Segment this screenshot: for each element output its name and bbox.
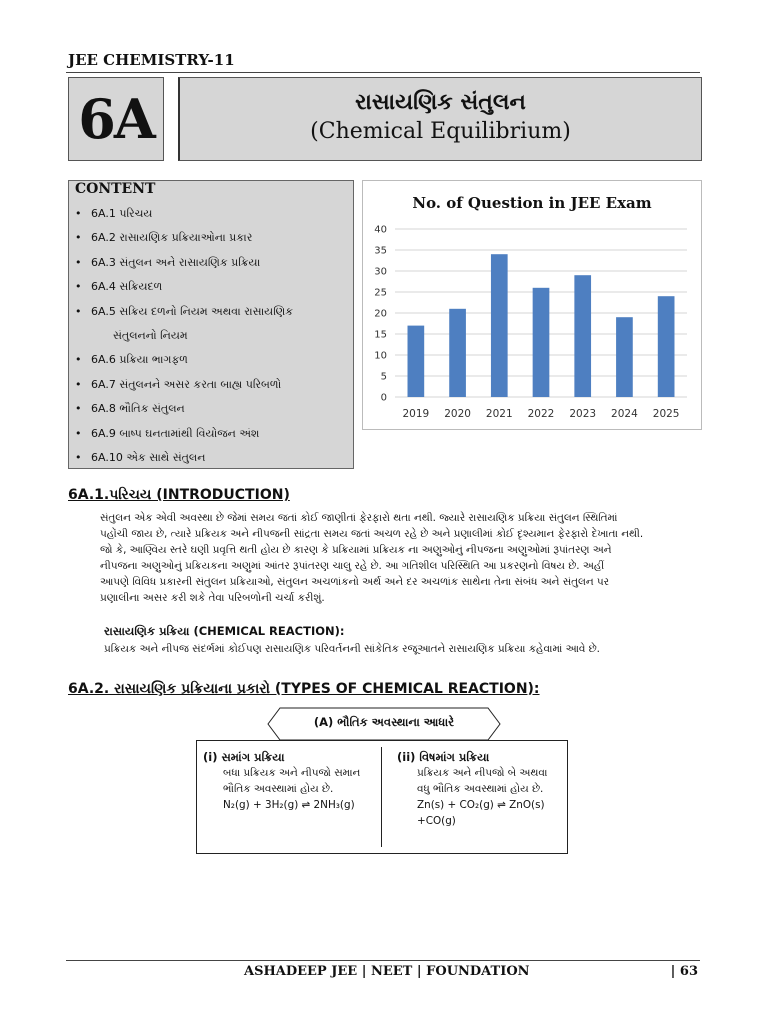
diagram-box (196, 740, 568, 854)
footer-divider (66, 960, 700, 961)
homogeneous-heading: (i) સમાંગ પ્રક્રિયા (203, 750, 285, 764)
content-item: • 6A.5 સક્રિય દળનો નિયમ અથવા રાસાયણિક (75, 304, 294, 318)
paragraph-line: આપણે વિવિધ પ્રકારની સંતુલન પ્રક્રિયાઓ, સંતુલન અચળાંકનો અર્થ અને દર અચળાંક સાથેના તેના સંબંધ અને સંતુલન પર (100, 576, 610, 589)
diagram-divider (381, 747, 382, 847)
chart-y-tick-label: 20 (374, 308, 387, 320)
content-item: • 6A.1 પરિચય (75, 207, 153, 220)
chart-x-tick-label: 2021 (485, 408, 513, 420)
chapter-number: 6A (68, 77, 164, 161)
chemical-reaction-subheading: રાસાયણિક પ્રક્રિયા (CHEMICAL REACTION): (104, 624, 345, 638)
homogeneous-text: બધા પ્રક્રિયક અને નીપજો સમાન (223, 767, 361, 779)
content-item: • 6A.4 સક્રિયદળ (75, 280, 163, 294)
content-box (68, 180, 354, 469)
content-list (75, 202, 293, 470)
paragraph-line: પહોંચી જાય છે, ત્યારે પ્રક્રિયક અને નીપજની સાંદ્રતા સમય જતાં અચળ રહે છે અને પ્રણાલીમાં કોઈ દૃશ્યમાન ફેરફારો દેખાતા નથી. (100, 528, 644, 541)
heterogeneous-equation: Zn(s) + CO₂(g) ⇌ ZnO(s) (417, 799, 545, 811)
heterogeneous-text: પ્રક્રિયક અને નીપજો બે અથવા (417, 767, 548, 779)
chart-bar (574, 275, 591, 397)
chart-svg (363, 181, 701, 429)
chart-y-tick-label: 10 (374, 350, 387, 362)
content-item: • 6A.8 ભૌતિક સંતુલન (75, 402, 185, 416)
chart-title: No. of Question in JEE Exam (412, 194, 652, 212)
content-item: • 6A.2 રાસાયણિક પ્રક્રિયાઓના પ્રકાર (75, 231, 253, 245)
bar-chart (362, 180, 702, 430)
content-item: • 6A.9 બાષ્પ ઘનતામાંથી વિયોજન અંશ (75, 426, 260, 440)
heterogeneous-text: વધુ ભૌતિક અવસ્થામાં હોય છે. (417, 783, 544, 795)
chapter-title-english: (Chemical Equilibrium) (310, 119, 571, 144)
chart-x-tick-label: 2025 (652, 408, 680, 420)
heterogeneous-column (397, 749, 565, 829)
chapter-title-gujarati: રાસાયણિક સંતુલન (355, 90, 526, 115)
content-item: • 6A.3 સંતુલન અને રાસાયણિક પ્રક્રિયા (75, 255, 261, 269)
chart-x-tick-label: 2020 (444, 408, 471, 420)
book-title: JEE CHEMISTRY-11 (68, 51, 235, 69)
chart-bar (616, 317, 633, 397)
diagram-top-label: (A) ભૌતિક અવસ્થાના આધારે (313, 715, 455, 729)
content-item-continuation: સંતુલનનો નિયમ (113, 329, 188, 343)
content-item: • 6A.7 સંતુલનને અસર કરતા બાહ્ય પરિબળો (75, 377, 282, 391)
chart-y-tick-label: 25 (374, 287, 387, 299)
chart-bar (408, 326, 425, 397)
heterogeneous-equation: +CO(g) (417, 815, 456, 827)
content-item: • 6A.10 એક સાથે સંતુલન (75, 451, 206, 465)
homogeneous-column (203, 749, 379, 813)
page-number: | 63 (670, 964, 698, 979)
chart-y-tick-label: 15 (374, 329, 387, 341)
chapter-title-box (178, 77, 702, 161)
chart-x-tick-label: 2019 (402, 408, 430, 420)
chart-bar (491, 254, 508, 397)
reaction-type-diagram (196, 706, 570, 856)
header-divider (66, 72, 700, 73)
homogeneous-text: ભૌતિક અવસ્થામાં હોય છે. (223, 783, 334, 795)
paragraph-line: જો કે, આણ્વિય સ્તરે ઘણી પ્રવૃત્તિ થતી હોય છે કારણ કે પ્રક્રિયામાં પ્રક્રિયક ના અણુઓનું નીપજના અણુઓમાં રૂપાંતરણ અને (100, 544, 612, 557)
footer-text: ASHADEEP JEE | NEET | FOUNDATION (244, 964, 530, 979)
chart-x-tick-label: 2022 (527, 408, 555, 420)
section-heading-types: 6A.2. રાસાયણિક પ્રક્રિયાના પ્રકારો (TYPES OF CHEMICAL REACTION): (68, 681, 540, 697)
chemical-reaction-definition: પ્રક્રિયક અને નીપજ સંદર્ભમાં કોઈપણ રાસાયણિક પરિવર્તનની સાંકેતિક રજૂઆતને રાસાયણિક પ્રક્રિયા કહેવામાં આવે છે. (104, 643, 600, 655)
chart-bar (449, 309, 466, 397)
chart-bar (658, 296, 675, 397)
chart-x-tick-label: 2024 (611, 408, 638, 420)
chart-y-tick-label: 0 (380, 392, 387, 404)
chart-x-tick-label: 2023 (569, 408, 597, 420)
homogeneous-equation: N₂(g) + 3H₂(g) ⇌ 2NH₃(g) (223, 799, 355, 811)
heterogeneous-heading: (ii) વિષમાંગ પ્રક્રિયા (397, 750, 490, 764)
introduction-paragraph (100, 510, 702, 607)
paragraph-line: સંતુલન એક એવી અવસ્થા છે જેમાં સમય જતાં કોઈ જાણીતાં ફેરફારો થતા નથી. જ્યારે રાસાયણિક પ્રક્રિયા સંતુલન સ્થિતિમાં (100, 512, 618, 524)
chart-bar (533, 288, 550, 397)
chart-y-tick-label: 30 (374, 266, 387, 278)
section-heading-introduction: 6A.1.પરિચય (INTRODUCTION) (68, 487, 290, 503)
paragraph-line: નીપજના અણુઓનું પ્રક્રિયકના અણુમાં આંતર રૂપાંતરણ ચાલુ રહે છે. આ ગતિશીલ પરિસ્થિતિ આ પ્રકરણનો વિષય છે. અહીં (100, 560, 605, 573)
content-item: • 6A.6 પ્રક્રિયા ભાગફળ (75, 353, 188, 367)
content-heading: CONTENT (75, 181, 156, 197)
chart-y-tick-label: 40 (374, 224, 387, 236)
paragraph-line: પ્રણાલીના અસર કરી શકે તેવા પરિબળોની ચર્ચા કરીશું. (100, 592, 325, 605)
chart-y-tick-label: 5 (380, 371, 387, 383)
chart-y-tick-label: 35 (374, 245, 387, 257)
